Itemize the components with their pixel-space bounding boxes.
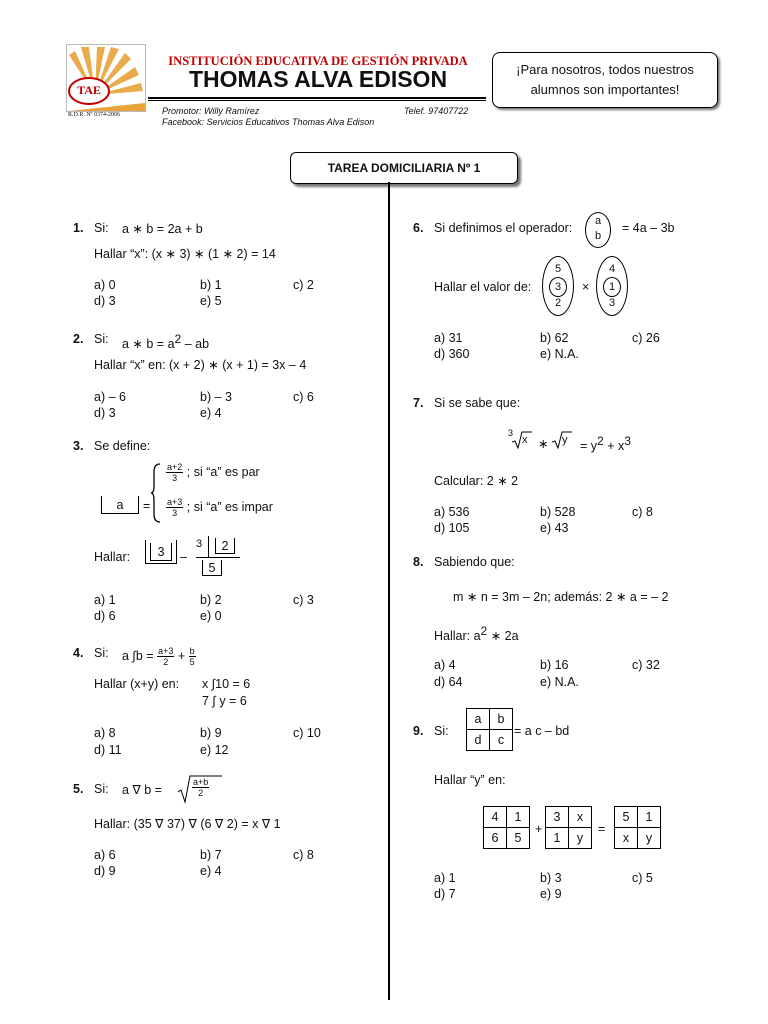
q7-task: Calcular: 2 ∗ 2 (434, 474, 519, 488)
q9-intro: Si: (434, 724, 449, 738)
q4-option-c: c) 10 (293, 726, 321, 740)
q1-option-b: b) 1 (200, 278, 222, 292)
q4-option-e: e) 12 (200, 743, 229, 757)
q5-option-d: d) 9 (94, 864, 116, 878)
q2-option-c: c) 6 (293, 390, 314, 404)
q6-oval-2: 4 1 3 (596, 256, 628, 316)
q3-option-b: b) 2 (200, 593, 222, 607)
q4-definition: a ∫b = $\frac{a+3}{2}$ + $\frac{b}{5}$ (122, 646, 195, 667)
q3-option-e: e) 0 (200, 609, 222, 623)
q9-definition-grid: a b d c (466, 708, 512, 750)
column-divider (388, 182, 390, 1000)
q4-intro: Si: (94, 646, 109, 660)
q8-definition: m ∗ n = 3m – 2n; además: 2 ∗ a = – 2 (453, 590, 669, 604)
q3-box-5: 5 (202, 560, 222, 576)
motto-text: ¡Para nosotros, todos nuestros alumnos son importantes! (516, 62, 694, 97)
q8-task: Hallar: $a^2$ ∗ 2a (434, 624, 519, 644)
q9-option-b: b) 3 (540, 871, 562, 885)
q7-option-b: b) 528 (540, 505, 576, 519)
q1-option-c: c) 2 (293, 278, 314, 292)
q7-option-e: e) 43 (540, 521, 569, 535)
q6-option-c: c) 26 (632, 331, 660, 345)
q6-times: × (582, 280, 590, 294)
q3-minus: – (180, 550, 187, 564)
q4-option-d: d) 11 (94, 743, 122, 757)
q7-radicand-x: x (522, 434, 528, 446)
q3-option-a: a) 1 (94, 593, 116, 607)
q2-number: 2. (73, 332, 84, 346)
q5-definition: a ∇ b = (122, 783, 162, 797)
q5-intro: Si: (94, 782, 109, 796)
header-divider-top (148, 97, 486, 99)
q6-operator-oval: a b (585, 212, 611, 248)
q9-matrix-3: 5 1 x y (614, 806, 660, 848)
q2-option-a: a) – 6 (94, 390, 126, 404)
q7-radicand-y: y (562, 434, 568, 446)
q3-brace-icon (150, 462, 162, 524)
q7-intro: Si se sabe que: (434, 396, 521, 410)
q6-option-e: e) N.A. (540, 347, 579, 361)
q8-option-b: b) 16 (540, 658, 569, 672)
school-logo (66, 44, 146, 112)
q3-option-d: d) 6 (94, 609, 116, 623)
promotor: Promotor: Willy Ramírez (162, 106, 260, 116)
q8-option-e: e) N.A. (540, 675, 579, 689)
q4-task: Hallar (x+y) en: (94, 677, 180, 691)
q6-option-d: d) 360 (434, 347, 470, 361)
motto-box (492, 52, 718, 108)
q7-option-c: c) 8 (632, 505, 653, 519)
q3-equals: = (143, 499, 151, 513)
q6-option-b: b) 62 (540, 331, 569, 345)
q5-option-b: b) 7 (200, 848, 222, 862)
q1-option-a: a) 0 (94, 278, 116, 292)
q1-option-d: d) 3 (94, 294, 116, 308)
q3-task: Hallar: (94, 550, 131, 564)
q1-definition: a ∗ b = 2a + b (122, 222, 203, 236)
q2-intro: Si: (94, 332, 109, 346)
telephone: Telef. 97407722 (404, 106, 469, 116)
q8-intro: Sabiendo que: (434, 555, 515, 569)
sunburst-icon (67, 45, 145, 111)
q2-definition: a ∗ $b = a^2$ – ab (122, 332, 210, 352)
q1-task: Hallar “x”: (x ∗ 3) ∗ (1 ∗ 2) = 14 (94, 247, 276, 261)
q9-plus: + (535, 822, 543, 836)
q3-box-a: a (101, 496, 139, 514)
assignment-title: TAREA DOMICILIARIA Nº 1 (290, 152, 518, 184)
q6-definition: = 4a – 3b (622, 221, 675, 235)
q4-number: 4. (73, 646, 84, 660)
q6-intro: Si definimos el operador: (434, 221, 573, 235)
q3-intro: Se define: (94, 439, 151, 453)
q9-equals: = (598, 822, 606, 836)
q8-option-a: a) 4 (434, 658, 456, 672)
q3-number: 3. (73, 439, 84, 453)
q6-option-a: a) 31 (434, 331, 463, 345)
q6-number: 6. (413, 221, 424, 235)
q1-option-e: e) 5 (200, 294, 222, 308)
q7-option-a: a) 536 (434, 505, 470, 519)
q7-rhs: = $y^2 + x^3$ (580, 434, 631, 454)
q5-fraction: $\frac{a+b}{2}$ (193, 777, 209, 798)
facebook: Facebook: Servicios Educativos Thomas Alva Edison (162, 117, 375, 127)
q4-equation-1: x ∫10 = 6 (202, 677, 251, 691)
q2-option-b: b) – 3 (200, 390, 232, 404)
q4-option-a: a) 8 (94, 726, 116, 740)
institution-type: INSTITUCIÓN EDUCATIVA DE GESTIÓN PRIVADA (168, 54, 468, 68)
q3-case-2: $\frac{a+3}{3}$ ; si “a” es impar (167, 497, 273, 518)
q3-option-c: c) 3 (293, 593, 314, 607)
q7-number: 7. (413, 396, 424, 410)
header-divider-bottom (148, 100, 486, 101)
q2-task: Hallar “x” en: (x + 2) ∗ (x + 1) = 3x – 4 (94, 358, 307, 372)
q8-option-c: c) 32 (632, 658, 660, 672)
q9-option-e: e) 9 (540, 887, 562, 901)
institution-name: THOMAS ALVA EDISON (188, 66, 448, 92)
q4-equation-2: 7 ∫ y = 6 (202, 694, 247, 708)
q7-star: ∗ (538, 437, 549, 451)
q9-option-c: c) 5 (632, 871, 653, 885)
q5-option-c: c) 8 (293, 848, 314, 862)
logo-text: TAE (77, 83, 101, 97)
q9-option-d: d) 7 (434, 887, 456, 901)
q9-option-a: a) 1 (434, 871, 456, 885)
q9-task: Hallar “y” en: (434, 773, 506, 787)
q3-box-2-outer: 2 (208, 536, 240, 558)
q2-option-d: d) 3 (94, 406, 116, 420)
q1-number: 1. (73, 221, 84, 235)
q3-box-outer: 3 (145, 540, 177, 564)
q3-fraction-bar (196, 557, 224, 558)
q4-option-b: b) 9 (200, 726, 222, 740)
q3-case-1: $\frac{a+2}{3}$ ; si “a” es par (167, 462, 260, 483)
q3-root-index: 3 (196, 538, 203, 550)
q6-task: Hallar el valor de: (434, 280, 532, 294)
q5-number: 5. (73, 782, 84, 796)
q5-task: Hallar: (35 ∇ 37) ∇ (6 ∇ 2) = x ∇ 1 (94, 817, 281, 831)
q8-number: 8. (413, 555, 424, 569)
q5-option-a: a) 6 (94, 848, 116, 862)
q2-option-e: e) 4 (200, 406, 222, 420)
q7-root-index: 3 (508, 428, 514, 438)
q9-matrix-2: 3 x 1 y (545, 806, 591, 848)
q7-option-d: d) 105 (434, 521, 470, 535)
q9-definition: = a c – bd (514, 724, 570, 738)
q1-intro: Si: (94, 221, 109, 235)
q9-number: 9. (413, 724, 424, 738)
q5-option-e: e) 4 (200, 864, 222, 878)
q9-matrix-1: 4 1 6 5 (483, 806, 529, 848)
rdr-number: R.D.R. Nº 0374-2006 (68, 112, 121, 118)
q8-option-d: d) 64 (434, 675, 463, 689)
q6-oval-1: 5 3 2 (542, 256, 574, 316)
